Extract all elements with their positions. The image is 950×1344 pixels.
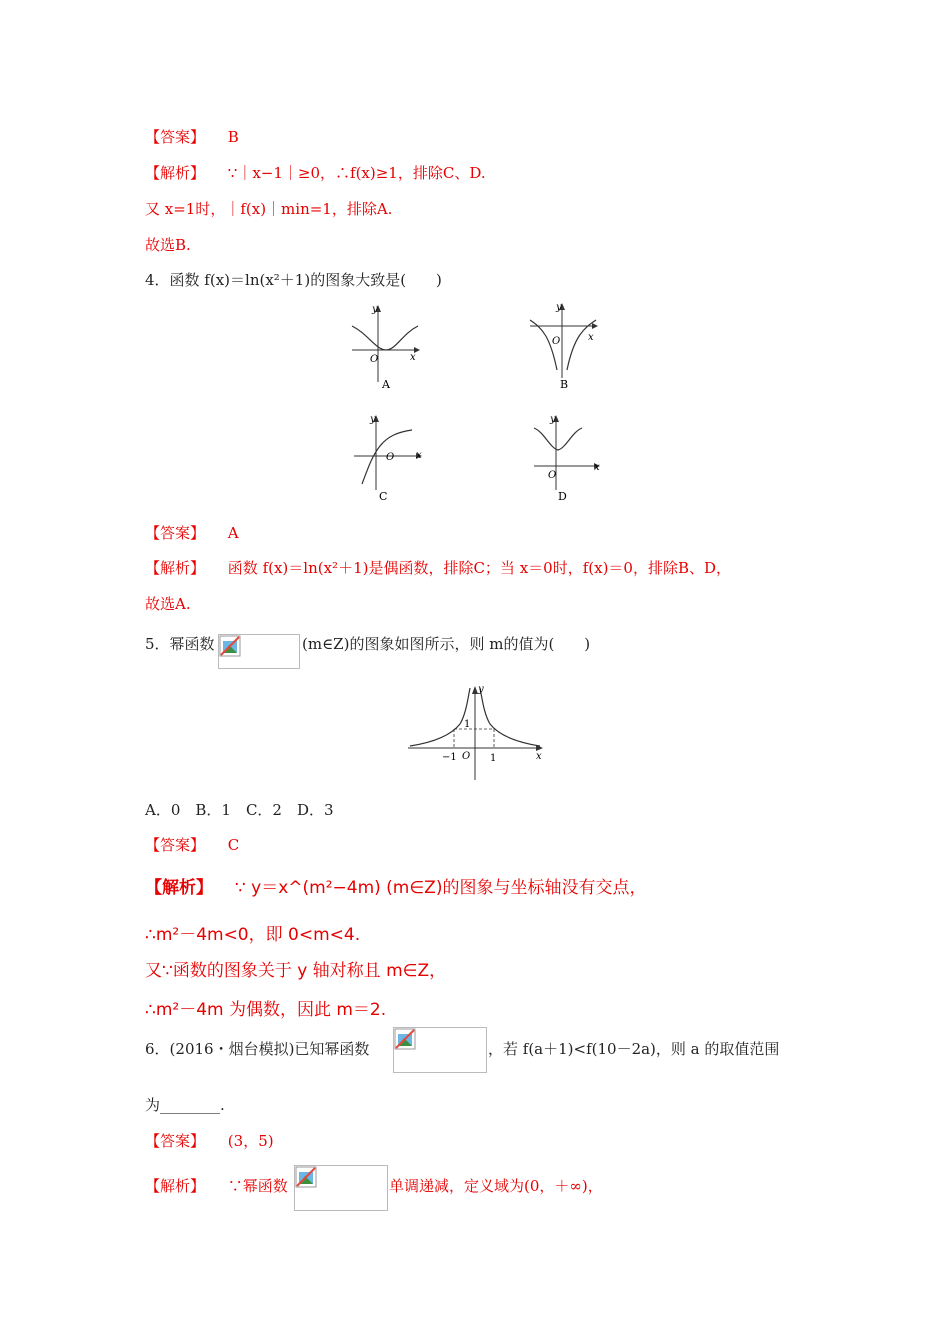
- q5-analysis-line4: ∴m²－4m 为偶数，因此 m＝2.: [145, 1000, 387, 1020]
- origin-label: O: [552, 336, 561, 347]
- q3-analysis-line2: 又 x=1时，｜f(x)｜min=1，排除A.: [145, 200, 393, 218]
- analysis-text: ∵ y＝x^(m²−4m) (m∈Z)的图象与坐标轴没有交点，: [234, 878, 647, 898]
- q4-graph-c: [350, 412, 430, 504]
- origin-label: O: [386, 452, 395, 463]
- q6-stem-post: ，若 f(a＋1)<f(10－2a)，则 a 的取值范围: [488, 1040, 780, 1058]
- q3-analysis-line3: 故选B.: [145, 236, 191, 254]
- q5-analysis-line2: ∴m²－4m<0，即 0<m<4.: [145, 925, 361, 945]
- q6-analysis-post: 单调递减，定义域为(0，＋∞)，: [389, 1177, 603, 1195]
- axis-y-label: y: [372, 304, 378, 315]
- broken-image-icon: [219, 635, 241, 657]
- answer-value: B: [227, 128, 239, 146]
- option-label: D: [558, 490, 567, 503]
- axis-x-label: x: [594, 462, 600, 473]
- q4-answer-line: [145, 523, 239, 543]
- q5-analysis-line3: 又∵函数的图象关于 y 轴对称且 m∈Z，: [145, 961, 447, 981]
- q6-analysis-pre: [145, 1176, 288, 1196]
- axis-y-label: y: [478, 684, 484, 695]
- q4-stem: 4．函数 f(x)＝ln(x²＋1)的图象大致是( ): [145, 271, 442, 289]
- analysis-text: ∵｜x−1｜≥0，∴f(x)≥1，排除C、D.: [227, 164, 486, 182]
- axis-y-label: y: [556, 302, 562, 313]
- option-label: C: [379, 490, 388, 503]
- broken-image-formula: [393, 1027, 487, 1073]
- q5-answer-line: [145, 835, 239, 855]
- broken-image-icon: [394, 1028, 416, 1050]
- q6-answer-line: [145, 1131, 274, 1151]
- q3-analysis-line1: [145, 163, 486, 183]
- axis-x-label: x: [588, 332, 594, 343]
- q5-power-function-graph: [406, 684, 546, 782]
- q5-stem-post: (m∈Z)的图象如图所示，则 m的值为( ): [302, 635, 591, 653]
- analysis-tag: 【解析】: [145, 559, 206, 577]
- origin-label: O: [462, 751, 471, 762]
- analysis-text: 函数 f(x)＝ln(x²＋1)是偶函数，排除C；当 x＝0时，f(x)＝0，排除B、D，: [227, 559, 732, 577]
- broken-image-formula: [294, 1165, 388, 1211]
- q5-choices: A．0 B．1 C．2 D．3: [145, 801, 334, 819]
- origin-label: O: [548, 470, 557, 481]
- axis-y-label: y: [550, 414, 556, 425]
- option-label: A: [382, 378, 390, 391]
- analysis-tag: 【解析】: [145, 878, 213, 898]
- axis-x-label: x: [416, 450, 422, 461]
- tick-x-one: 1: [490, 753, 497, 764]
- origin-label: O: [370, 354, 379, 365]
- q4-analysis-line2: 故选A.: [145, 595, 191, 613]
- analysis-tag: 【解析】: [145, 164, 206, 182]
- answer-tag: 【答案】: [145, 1132, 206, 1150]
- answer-value: (3，5): [227, 1132, 274, 1150]
- option-label: B: [560, 378, 569, 391]
- answer-tag: 【答案】: [145, 836, 206, 854]
- answer-tag: 【答案】: [145, 128, 206, 146]
- tick-y-one: 1: [464, 719, 471, 730]
- axis-x-label: x: [410, 352, 416, 363]
- axis-y-label: y: [370, 414, 376, 425]
- q4-graph-a: [348, 300, 426, 392]
- q4-analysis-line1: [145, 558, 731, 578]
- analysis-text: ∵幂函数: [227, 1177, 288, 1195]
- q6-stem-line2: 为________.: [145, 1096, 225, 1114]
- q6-stem-pre: 6．(2016・烟台模拟)已知幂函数: [145, 1040, 370, 1058]
- answer-value: A: [227, 524, 239, 542]
- q3-answer-line: [145, 127, 239, 147]
- broken-image-formula: [218, 634, 300, 669]
- tick-x-neg-one: −1: [442, 752, 457, 763]
- q4-graph-b: [526, 300, 606, 392]
- q4-graph-d: [530, 412, 610, 504]
- analysis-tag: 【解析】: [145, 1177, 206, 1195]
- answer-value: C: [227, 836, 240, 854]
- answer-tag: 【答案】: [145, 524, 206, 542]
- axis-x-label: x: [536, 751, 542, 762]
- q5-analysis-line1: [145, 873, 646, 898]
- broken-image-icon: [295, 1166, 317, 1188]
- q5-stem-pre: 5．幂函数: [145, 635, 215, 653]
